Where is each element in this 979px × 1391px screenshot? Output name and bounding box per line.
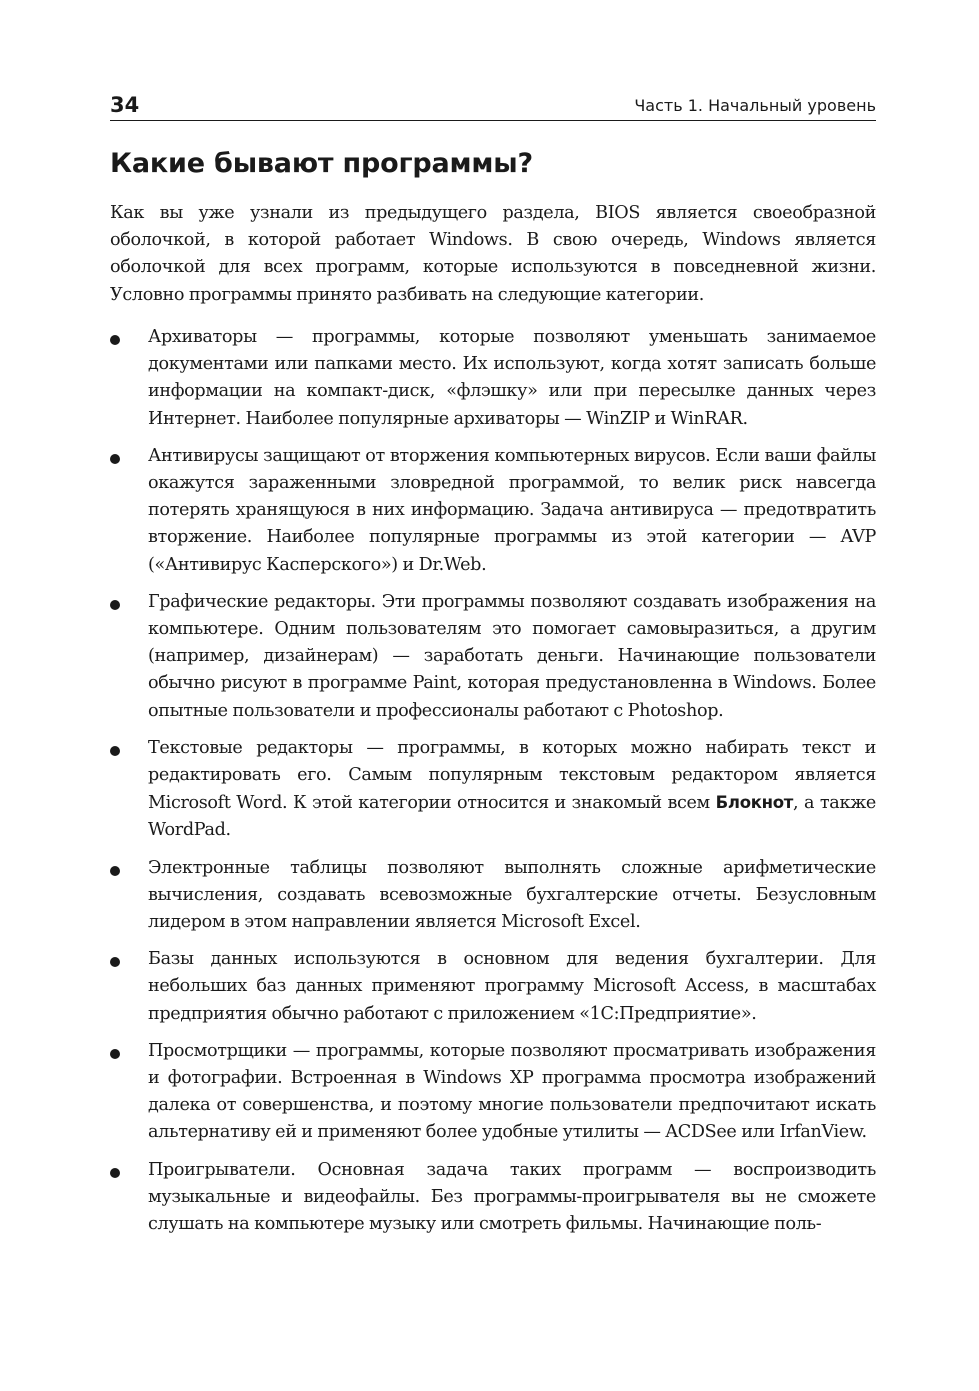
list-item-text: Графические редакторы. Эти программы позволяют создавать изображения на компьютере. Одним пользователям это помогает самовыразиться, а другим (например, дизайнерам) — заработать деньги. Начинающие пользователи обычно рисуют в программе Paint, которая предустановленна в Windows. Более опытные пользователи и профессионалы работают с Photoshop.: [148, 591, 876, 721]
category-list: [110, 324, 876, 1248]
page-number: 34: [110, 93, 140, 117]
list-item-antivirus: [110, 443, 876, 579]
list-item-text: Просмотрщики — программы, которые позволяют просматривать изображения и фотографии. Встроенная в Windows XP программа просмотра изображений далека от совершенства, и поэтому многие пользователи предпочитают искать альтернативу ей и применяют более удобные утилиты — ACDSee или IrfanView.: [148, 1040, 876, 1143]
list-item-text-end: , а также WordPad.: [148, 793, 876, 841]
bullet-icon: [110, 1168, 120, 1178]
list-item-players: [110, 1157, 876, 1239]
bullet-icon: [110, 746, 120, 756]
running-header: [110, 92, 876, 121]
bullet-icon: [110, 454, 120, 464]
list-item-graphic-editors: [110, 589, 876, 725]
list-item-spreadsheets: [110, 855, 876, 937]
bullet-icon: [110, 600, 120, 610]
book-page: [110, 0, 876, 1391]
bullet-icon: [110, 335, 120, 345]
bullet-icon: [110, 866, 120, 876]
list-item-text-start: Текстовые редакторы — программы, в которых можно набирать текст и редактировать его. Самым популярным текстовым редактором является Microsoft Word. К этой категории относится и знакомый всем: [148, 737, 876, 814]
part-title: Часть 1. Начальный уровень: [634, 96, 876, 115]
list-item-text: Проигрыватели. Основная задача таких программ — воспроизводить музыкальные и видеофайлы. Без программы-проигрывателя вы не сможете слушать на компьютере музыку или смотреть фильмы. Начинающие поль-: [148, 1159, 876, 1235]
section-heading: Какие бывают программы?: [110, 148, 533, 179]
list-item-text: Базы данных используются в основном для ведения бухгалтерии. Для небольших баз данных применяют программу Microsoft Access, в масштабах предприятия обычно работают с приложением «1С:Предприятие».: [148, 949, 876, 1024]
list-item-text: Антивирусы защищают от вторжения компьютерных вирусов. Если ваши файлы окажутся зараженными зловредной программой, то велик риск навсегда потерять хранящуюся в них информацию. Задача антивируса — предотвратить вторжение. Наиболее популярные программы из этой категории — AVP («Антивирус Касперского») и Dr.Web.: [148, 445, 876, 575]
notepad-term: Блокнот: [715, 793, 794, 813]
list-item-text: Архиваторы — программы, которые позволяют уменьшать занимаемое документами или папками место. Их используют, когда хотят записать больше информации на компакт-диск, «флэшку» или при пересылке данных через Интернет. Наиболее популярные архиваторы — WinZIP и WinRAR.: [148, 327, 876, 429]
list-item-text: [148, 735, 876, 845]
bullet-icon: [110, 957, 120, 967]
list-item-databases: [110, 946, 876, 1028]
list-item-archivers: [110, 324, 876, 433]
bullet-icon: [110, 1049, 120, 1059]
list-item-text: Электронные таблицы позволяют выполнять сложные арифметические вычисления, создавать всевозможные бухгалтерские отчеты. Безусловным лидером в этом направлении является Microsoft Excel.: [148, 857, 876, 933]
list-item-viewers: [110, 1038, 876, 1147]
list-item-text-editors: [110, 735, 876, 845]
intro-paragraph: Как вы уже узнали из предыдущего раздела, BIOS является своеобразной оболочкой, в которой работает Windows. В свою очередь, Windows является оболочкой для всех программ, которые используются в повседневной жизни. Условно программы принято разбивать на следующие категории.: [110, 203, 876, 305]
